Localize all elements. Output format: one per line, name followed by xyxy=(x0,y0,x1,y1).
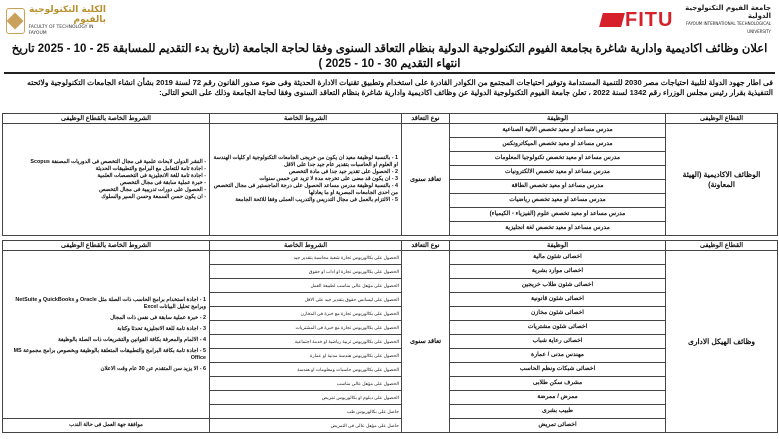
job-cell: ممرض / ممرضة xyxy=(450,391,666,405)
job-cell: مدرس مساعد او معيد تخصص الميكاترونكس xyxy=(450,138,666,152)
specific-condition-cell: حاصل على مؤهل عالى فى التمريض xyxy=(210,419,402,433)
fitu-brand: FITU xyxy=(625,8,674,31)
job-cell: مشرف سكن طلابى xyxy=(450,377,666,391)
job-cell: اخصائى شئون طلاب خريجين xyxy=(450,279,666,293)
specific-condition-cell: الحصول على ليسانس حقوق بتقدير جيد على الاقل xyxy=(210,293,402,307)
header-general-conditions: الشروط الخاصة بالقطاع الوظيفى xyxy=(3,114,210,124)
specific-condition-cell: الحصول على بكالوريوس تجارة شعبة محاسبة بتقدير جيد xyxy=(210,251,402,265)
general-condition-last: موافقة جهة العمل فى حالة الندب xyxy=(3,419,210,433)
condition-line: 5 - الالتزام بالعمل فى مجال التدريس والتدريب العملى وفقا للائحة الجامعة xyxy=(235,197,398,203)
condition-line: 1 - بالنسبة لوظيفة معيد ان يكون من خريجى الجامعات التكنولوجية او كليات الهندسة او العلوم او الحاسبات بتقدير عام جيد جدا على الاقل xyxy=(213,155,398,168)
job-cell: اخصائى رعاية شباب xyxy=(450,335,666,349)
specific-condition-cell: الحصول على بكالوريوس حاسبات ومعلومات او هندسة xyxy=(210,363,402,377)
header-specific-conditions: الشروط الخاصة xyxy=(210,114,402,124)
job-cell: مدرس مساعد او معيد تخصص الالية الصناعية xyxy=(450,124,666,138)
faculty-name-arabic: الكلية التكنولوجية بالفيوم xyxy=(29,5,106,25)
intro-paragraph: فى اطار جهود الدولة لتلبية احتياجات مصر 2030 للتنمية المستدامة وتوفير احتياجات المجتمع من الكوادر القادرة على استخدام وتطبيق تقنيات الادارة الحديثة وفى ضوء صدور القانون رقم 72 لسنة 2019 بشأن انشاء الجامعات التكنولوجية ولائحته التنفيذية بقرار رئيس مجلس الوزراء رقم 1342 لسنة 2022 ، تعلن جامعة الفيوم التكنولوجية الدولية عن وظائف اكاديمية وادارية شاغرة بنظام التعاقد السنوى وفقا لحاجة الجامعة وذلك على النحو التالى: xyxy=(27,78,773,97)
general-conditions xyxy=(3,251,210,419)
university-logo xyxy=(601,2,771,38)
job-cell: مدرس مساعد او معيد تخصص علوم (الفيزياء - الكيمياء) xyxy=(450,208,666,222)
specific-condition-cell: الحصول على بكالوريوس هندسة مدنية او عمارة xyxy=(210,349,402,363)
academic-jobs-table xyxy=(2,113,778,236)
specific-condition-cell: الحصول على دبلوم او بكالوريوس تمريض xyxy=(210,391,402,405)
condition-line: 2 - الحصول على تقدير جيد جدا فى مادة التخصص xyxy=(288,169,398,175)
header-contract: نوع التعاقد xyxy=(402,114,450,124)
specific-condition-cell: الحصول على بكالوريوس تجارة مع خبرة فى المشتريات xyxy=(210,321,402,335)
job-cell: اخصائى موارد بشرية xyxy=(450,265,666,279)
condition-line: 5 - اجادة تامة بكافة البرامج والتطبيقات المتعلقة بالوظيفة وبخصوص برامج مجموعة MS Office xyxy=(13,347,206,361)
job-cell: اخصائى شئون مالية xyxy=(450,251,666,265)
faculty-seal-icon xyxy=(6,8,25,34)
condition-line: - الحصول على دورات تدريبية فى مجال التخصص xyxy=(98,186,206,193)
condition-line: - اجادة تامة للتعامل مع البرامج والتطبيقات الحديثة xyxy=(95,165,206,172)
condition-line: - ان يكون حسن السمعة وحسن السير والسلوك xyxy=(101,193,206,200)
university-name-arabic: جامعة الفيوم التكنولوجية الدولية xyxy=(685,4,771,20)
job-cell: مهندس مدنى / عمارة xyxy=(450,349,666,363)
condition-line: - النشر الدولى لابحاث علمية فى مجال التخصص فى الدوريات المصنفة Scopus xyxy=(30,158,206,165)
header-job: الوظيفة xyxy=(450,241,666,251)
specific-condition-cell: الحصول على بكالوريوس تجارة او اداب او حقوق xyxy=(210,265,402,279)
condition-line: 6 - الا يزيد سن المتقدم عن 30 عام وقت الاعلان xyxy=(100,365,206,372)
header-job: الوظيفة xyxy=(450,114,666,124)
general-conditions xyxy=(3,124,210,236)
university-name-english: FAYOUM INTERNATIONAL TECHNOLOGICAL UNIVERSITY xyxy=(686,21,771,34)
job-cell: اخصائى شئون مخازن xyxy=(450,307,666,321)
specific-condition-cell: الحصول على بكالوريوس تجارة مع خبرة فى المخازن xyxy=(210,307,402,321)
faculty-name-english: FACULTY OF TECHNOLOGY IN FAYOUM xyxy=(28,25,94,36)
fitu-logo-icon xyxy=(601,9,673,32)
specific-condition-cell: الحصول على مؤهل عالى مناسب لطبيعة العمل xyxy=(210,279,402,293)
contract-type: تعاقد سنوى xyxy=(402,251,450,433)
contract-type: تعاقد سنوى xyxy=(402,124,450,236)
job-cell: مدرس مساعد او معيد تخصص رياضيات xyxy=(450,194,666,208)
condition-line: 4 - الالمام والمعرفة بكافة القوانين والتشريعات ذات الصلة بالوظيفة xyxy=(58,336,206,343)
job-cell: اخصائى شبكات ونظم الحاسب xyxy=(450,363,666,377)
specific-condition-cell: الحصول على مؤهل عالى مناسب xyxy=(210,377,402,391)
specific-condition-cell: حاصل على بكالوريوس طب xyxy=(210,405,402,419)
specific-condition-cell: الحصول على بكالوريوس تربية رياضية او خدمة اجتماعية xyxy=(210,335,402,349)
condition-line: 2 - خبرة عملية سابقة فى نفس ذات المجال xyxy=(110,314,206,321)
job-cell: مدرس مساعد او معيد تخصص الالكترونيات xyxy=(450,166,666,180)
specific-conditions xyxy=(210,124,402,236)
job-cell: مدرس مساعد او معيد تخصص الطاقة xyxy=(450,180,666,194)
header-specific-conditions: الشروط الخاصة xyxy=(210,241,402,251)
condition-line: 3 - اجادة تامة للغة الانجليزية تحدثا وكتابة xyxy=(117,325,206,332)
announcement-title: اعلان وظائف اكاديمية وادارية شاغرة بجامعة الفيوم التكنولوجية الدولية بنظام التعاقد السنوى وفقا لحاجة الجامعة (تاريخ بدء التقديم للمسابقة 25 - 10 - 2025 تاريخ انتهاء التقديم 30 - 10 - 2025 ) xyxy=(11,43,768,70)
header xyxy=(0,0,779,40)
condition-line: 1 - اجادة استخدام برامج الحاسب ذات الصلة مثل Oracle و QuickBooks و NetSuite وبرامج تحليل البيانات Excel xyxy=(15,296,206,310)
job-cell: مدرس مساعد او معيد تخصص تكنولوجيا المعلومات xyxy=(450,152,666,166)
header-general-conditions: الشروط الخاصة بالقطاع الوظيفى xyxy=(3,241,210,251)
condition-line: 4 - بالنسبة لوظيفة مدرس مساعد الحصول على درجة الماجستير فى مجال التخصص من احدى الجامعات المصرية او ما يعادلها xyxy=(213,183,398,196)
job-cell: اخصائى تمريض xyxy=(450,419,666,433)
job-cell: مدرس مساعد او معيد تخصص لغة انجليزية xyxy=(450,222,666,236)
condition-line: 3 - ان يكون قد مضى على تخرجه مدة لا تزيد عن خمس سنوات xyxy=(259,176,398,182)
header-contract: نوع التعاقد xyxy=(402,241,450,251)
header-sector: القطاع الوظيفى xyxy=(666,241,778,251)
job-cell: اخصائى شئون مشتريات xyxy=(450,321,666,335)
sector-administrative: وظائف الهيكل الادارى xyxy=(666,251,778,433)
condition-line: - اجادة تامة للغة الانجليزية فى التخصصات العلمية xyxy=(97,172,206,179)
header-sector: القطاع الوظيفى xyxy=(666,114,778,124)
job-cell: اخصائى شئون قانونية xyxy=(450,293,666,307)
faculty-logo xyxy=(6,3,106,39)
condition-line: - خبرة عملية سابقة فى مجال التخصص xyxy=(120,179,206,186)
sector-academic: الوظائف الاكاديمية (الهيئة المعاونة) xyxy=(666,124,778,236)
administrative-jobs-table xyxy=(2,240,778,433)
job-cell: طبيب بشرى xyxy=(450,405,666,419)
divider xyxy=(4,72,775,74)
